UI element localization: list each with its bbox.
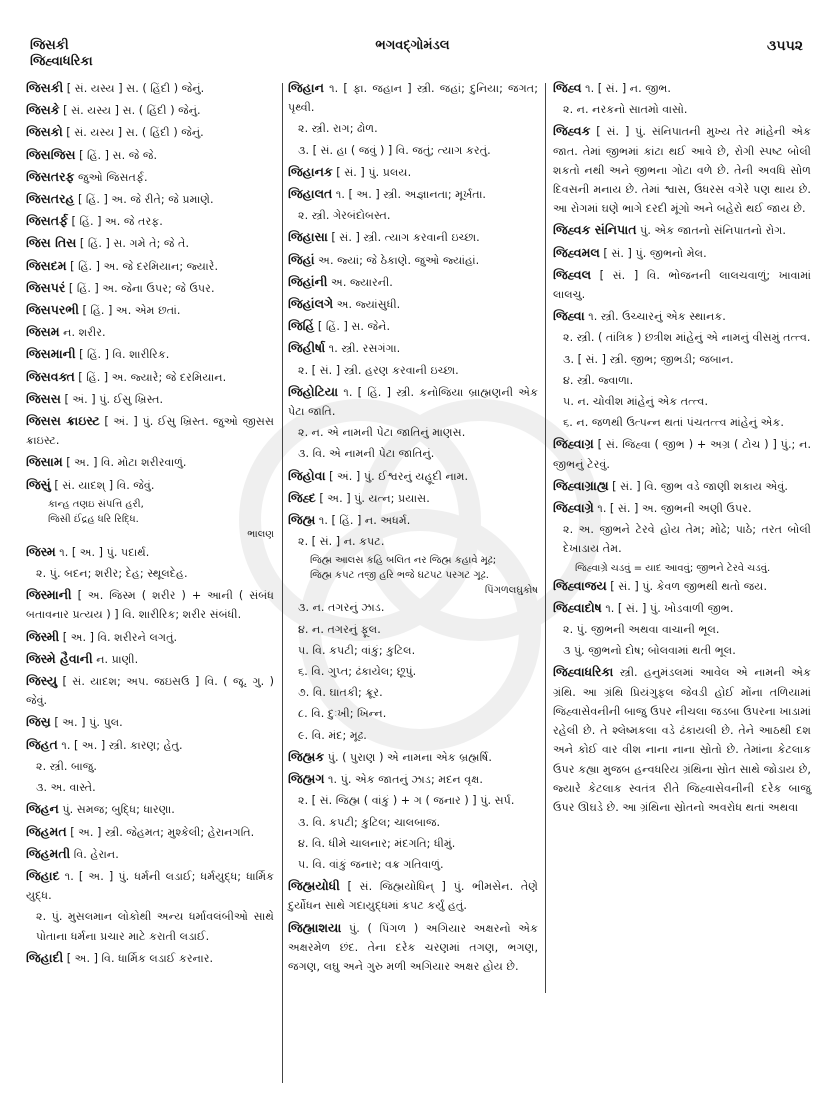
headword: જિહાંલગે [288,296,334,312]
dictionary-entry [26,452,274,472]
dictionary-entry [553,220,811,240]
dictionary-entry [26,78,274,98]
definition: [ અ. ] વિ. શરીરને લગતું. [59,630,178,644]
definition: ૧. [ અ. ] પું. ધર્મની લડાઈ; ધર્મયુદ્ધ; ધાર્મિક યુદ્ધ. [26,869,274,903]
dictionary-entry [26,278,274,298]
sub-sense: ૨. [ સં. ] સ્ત્રી. હરણ કરવાની ઇચ્છા. [298,363,459,377]
headword: જિહ્વાદોષ [553,599,602,615]
column-2 [288,78,538,978]
headword: જિસકે [26,102,60,118]
page-header [0,0,825,70]
headword: જિસદમ [26,257,67,273]
sub-sense: ૩. ન. તગરનું ઝાડ. [298,601,385,615]
definition: અ. જ્યાં; જે ઠેકાણે. જુઓ જ્યાંહાં. [314,253,480,267]
headword: જિહ્દ [288,489,316,505]
definition: ૧. [ ફા. જહાન ] સ્ત્રી. જહાં; દુનિયા; જગત; પૃથ્વી. [288,82,538,115]
dictionary-entry [26,233,274,253]
dictionary-entry [553,576,811,596]
sub-sense: ૪. સ્ત્રી. જ્વાળા. [563,373,634,387]
headword: જિસમ [26,324,60,340]
headword: જિહમતી [26,845,71,861]
dictionary-entry [288,184,538,204]
headword: જિહ્વક [553,123,591,139]
headword: જિહાન [288,80,324,95]
definition: ૧. [ સં. ] અ. જીભની અણી ઉપર. [593,502,752,516]
headword: જિહ્વાગ્રાહ્ય [553,477,609,493]
dictionary-entry [26,866,274,905]
dictionary-entry [26,211,274,231]
headword: જિસવક્ત [26,368,75,384]
dictionary-entry [288,382,538,421]
dictionary-entry [553,306,811,326]
definition: [ અં. ] પું. ઈશ્વરનું યહૂદી નામ. [325,469,469,483]
definition: [ હિં. ] સ. જેને. [314,320,391,334]
sub-sense: ૫. વિ. વાંકું જનાર; વક્ર ગતિવાળું. [298,857,444,871]
definition: [ હિં. ] સ. ગમે તે; જે તે. [76,237,190,251]
headword: જિસસ [26,390,61,406]
headword: જિહત [26,736,58,752]
headword: જિહાલત [288,186,333,202]
sub-sense: ૬. વિ. ગુપ્ત; ઢંકાયેલ; છૂપું. [298,665,417,679]
definition: [ હિં. ] સ. જે જે. [75,148,158,162]
headword: જિહાનક [288,163,333,179]
dictionary-entry [26,189,274,209]
headword: જિસ્યુ [26,673,58,689]
definition: [ સં. યસ્ય ] સ. ( હિંદી ) જેનું. [62,126,204,140]
headword: જિહ્મયોધી [288,878,340,894]
definition: જુઓ જિસતર્ફ. [74,170,148,184]
verse-quote: જિહ્વાગ્રે ચડવું = યાદ આવવું; જીભને ટેરવે ચડવું. [575,562,771,574]
headword: જિસતરફ [26,168,75,184]
guide-word-first: જિસકી [30,38,69,53]
headword: જિસતરહ [26,191,75,207]
headword: જિહ્વાધરિકા [553,664,614,680]
headword: જિસ્ર [26,714,51,730]
dictionary-entry [26,627,274,647]
dictionary-entry [553,243,811,263]
dictionary-entry [288,747,538,767]
sub-sense: ૨. અ. જીભને ટેરવે હોય તેમ; મોઢે; પાઠે; તરત બોલી દેખાડાય તેમ. [563,523,811,556]
dictionary-entry [288,227,538,247]
definition: [ અં. ] પું. ઈસુ ખ્રિસ્ત. [60,392,164,406]
dictionary-entry [553,476,811,496]
headword: જિસ્મ [26,543,56,559]
sub-sense: ૨. સ્ત્રી. ગેરબંદોબસ્ત. [298,209,391,223]
headword: જિહ્વમલ [553,244,600,260]
definition: [ સં. જિહ્મયોધિન્ ] પું. ભીમસેન. તેણે દુર્યોધન સાથે ગદાયુદ્ધમાં કપટ કર્યું હતું. [288,880,538,913]
headword: જિસપરં [26,279,66,295]
dictionary-entry [288,488,538,508]
sub-sense: ૨. પું. બદન; શરીર; દેહ; સ્થૂલદેહ. [36,567,188,581]
verse-quote: જિહ્મ આલસ કહિ બલિત નર જિહ્મ કહાવે મૂઢ; [310,555,497,567]
verse-quote: કાન્હ તણઇ સંપત્તિ હરી, [48,498,144,510]
definition: [ હિં. ] અ. જે દરમિયાન; જ્યારે. [66,259,219,273]
definition: [ સં. ] પું. પ્રલય. [332,165,412,179]
definition: [ સં. યાદશ; અપ. જઇસઉ ] વિ. ( જૂ. ગુ. ) જેવું. [26,675,274,708]
headword: જિહ્વાગ્રે [553,500,594,516]
headword: જિહન [26,801,59,817]
dictionary-entry [26,671,274,710]
definition: અ. જ્યાંસુધી. [333,298,401,312]
definition: [ અ. ] પું. પુલ. [50,716,123,730]
definition: [ સં. ] વિ. જીભ વડે જાણી શકાય એવું. [608,479,788,493]
headword: જિહ્વ [553,80,582,95]
definition: ૧. સ્ત્રી. રસગંગા. [325,342,401,356]
definition: ૧. [ હિં. ] સ્ત્રી. કનોજિયા બ્રાહ્મણની એક પેટા જાતિ. [288,385,538,419]
definition: [ અ. ] પું. યત્ન; પ્રયાસ. [315,491,430,505]
headword: જિસસ ક્રાઇસ્ટ [26,413,100,429]
definition: [ સં. યાદશ્ ] વિ. જેવું. [50,478,155,492]
sub-sense: ૩. [ સં. હા ( જવું ) ] વિ. જતું; ત્યાગ કરતું. [298,143,491,157]
definition: ન. શરીર. [59,326,106,340]
verse-source: પિંગળલઘુકોષ [484,585,538,597]
definition: ૧. [ હિં. ] ન. અધર્મ. [315,514,411,528]
dictionary-entry [26,542,274,562]
dictionary-entry [288,510,538,530]
dictionary-entry [26,256,274,276]
definition: [ હિં. ] અ. જે તરફ. [68,215,163,229]
sub-sense: ૬. ન. જળથી ઉત્પન્ન થતાં પંચતત્ત્વ માંહેનું એક. [563,416,784,430]
headword: જિહ્માશયા [288,919,342,935]
headword: જિહ્વક સંનિપાત [553,222,637,238]
definition: ૧. સ્ત્રી. ઉચ્ચારનું એક સ્થાનક. [584,310,726,324]
headword: જિહિં [288,318,315,334]
definition: પું. સમજ; બુદ્ધિ; ધારણા. [58,803,175,817]
sub-sense: ૨. સ્ત્રી. રાગ; ઢોળ. [298,122,378,136]
definition: ૧. [ સં. ] પું. ખોડવાળી જીભ. [601,601,734,615]
guide-word-last: જિહ્વાધરિકા [30,54,93,69]
definition: [ સં. યસ્ય ] સ. ( હિંદી ) જેનું. [63,82,205,95]
headword: જિસમાની [26,346,76,362]
sub-sense: ૪. વિ. ધીમે ચાલનાર; મંદગતિ; ધીમું. [298,836,456,850]
definition: [ અ. ] સ્ત્રી. જેહમત; મુશ્કેલી; હેરાનગતિ. [66,825,255,839]
headword: જિસકી [26,80,64,95]
definition: [ સં. યસ્ય ] સ. ( હિંદી ) જેનું. [59,104,201,118]
sub-sense: ૨. ન. નરકનો સાતમો વાસો. [563,103,688,117]
definition: [ અ. જિસ્મ ( શરીર ) + આની ( સંબંધ બતાવનાર પ્રત્યય ) ] વિ. શારીરિક; શરીર સંબંધી. [26,589,274,622]
headword: જિહીર્ષા [288,340,326,356]
definition: ૧. પું. એક જાતનું ઝાડ; મદન વૃક્ષ. [324,773,483,787]
definition: [ સં. જિહ્વા ( જીભ ) + અગ્ર ( ટોચ ) ] પું.; ન. જીભનું ટેરવું. [553,438,811,471]
definition: [ સં. ] પું. કેવળ જીભથી થતો જય. [606,579,768,593]
dictionary-entry [553,498,811,518]
headword: જિહાંની [288,273,328,289]
sub-sense: ૨. [ સં. જિહ્મ ( વાંકું ) + ગ ( જનાર ) ] પું. સર્પ. [298,794,515,808]
sub-sense: ૨. ન. એ નામની પેટા જાતિનું માણસ. [298,426,466,440]
sub-sense: ૭. વિ. ઘાતકી; ક્રૂર. [298,686,383,700]
headword: જિહાસા [288,229,328,245]
book-title: ભગવદ્ગોમંડલ [375,38,450,53]
page-number: ૩૫૫૨ [767,38,803,54]
dictionary-entry [26,122,274,142]
dictionary-entry [288,918,538,977]
definition: [ હિં. ] અ. જેના ઉપર; જે ઉપર. [65,281,215,295]
definition: [ હિં. ] વિ. શારીરિક. [75,348,170,362]
dictionary-columns [26,78,811,1078]
headword: જિહ્વલ [553,266,592,282]
verse-quote: જિહ્મ કપટ તજી હરિ ભજે ઘટપટ પરગટ ગૂઢ. [310,570,489,582]
dictionary-entry [288,162,538,182]
definition: ૧. [ સં. ] ન. જીભ. [581,82,671,95]
headword: જિસ્મે હૈવાની [26,650,93,666]
definition: વિ. હેરાન. [70,847,119,861]
definition: [ હિં. ] અ. જે રીતે; જે પ્રમાણે. [74,193,214,207]
dictionary-entry [26,411,274,450]
definition: અ. જ્યારની. [327,275,393,289]
headword: જિસું [26,476,51,492]
dictionary-entry [26,475,274,495]
dictionary-entry [26,649,274,669]
sub-sense: ૩. [ સં. ] સ્ત્રી. જીભ; જીભડી; જબાન. [563,352,734,366]
sub-sense: ૨. સ્ત્રી. ( તાંત્રિક ) છત્રીશ માંહેનું એ નામનું વીસમું તત્ત્વ. [563,331,811,345]
sub-sense: ૫. ન. ચોવીશ માંહેનું એક તત્ત્વ. [563,395,709,409]
headword: જિસ્મી [26,628,60,644]
dictionary-entry [553,598,811,618]
dictionary-entry [288,78,538,117]
dictionary-entry [26,344,274,364]
dictionary-entry [553,265,811,304]
definition: [ સં. ] સ્ત્રી. ત્યાગ કરવાની ઇચ્છા. [327,231,480,245]
headword: જિહાદ [26,867,60,883]
dictionary-entry [553,78,811,98]
sub-sense: ૯. વિ. મંદ; મૂઢ. [298,728,367,742]
definition: ન. પ્રાણી. [92,652,139,666]
headword: જિહ્મક [288,748,325,764]
headword: જિસકો [26,124,63,140]
dictionary-entry [26,799,274,819]
sub-sense: ૨. પું. જીભની અથવા વાચાની ભૂલ. [563,623,720,637]
definition: [ અ. ] વિ. મોટા શરીરવાળું. [62,456,187,470]
headword: જિસામ [26,454,63,470]
dictionary-entry [553,121,811,218]
dictionary-entry [26,712,274,732]
headword: જિસપરભી [26,302,79,318]
sub-sense: ૮. વિ. દુઃખી; ખિન્ન. [298,707,387,721]
definition: પું. એક જાતનો સંનિપાતનો રોગ. [636,224,786,238]
dictionary-entry [288,338,538,358]
sub-sense: ૩. વિ. કપટી; કુટિલ; ચાલબાજ. [298,815,441,829]
sub-sense: ૩ પું. જીભનો દોષ; બોલવામાં થતી ભૂલ. [563,644,736,658]
definition: પું. ( પિંગળ ) અગિયાર અક્ષરનો એક અક્ષરમેળ છંદ. તેના દરેક ચરણમાં તગણ, ભગણ, જગણ, લઘુ અને ગુરુ મળી અગિયાર અક્ષર હોય છે. [288,921,538,973]
definition: ૧. [ અ. ] પું. પદાર્થ. [55,545,150,559]
headword: જિહ્વાગ્ર [553,436,594,452]
headword: જિહ્મગ [288,771,325,787]
sub-sense: ૪. ન. તગરનું ફૂલ. [298,622,381,636]
dictionary-entry [26,389,274,409]
sub-sense: ૩. વિ. એ નામની પેટા જાતિનું. [298,447,435,461]
headword: જિહ્વાજય [553,577,607,593]
headword: જિહ્મ [288,512,316,528]
headword: જિહ્વા [553,308,585,324]
definition: પું. ( પુરાણ ) એ નામના એક બ્રહ્મર્ષિ. [324,750,492,764]
dictionary-entry [26,585,274,624]
dictionary-entry [26,322,274,342]
dictionary-entry [288,876,538,915]
dictionary-entry [288,466,538,486]
definition: સ્ત્રી. હનુમંડલમાં આવેલ એ નામની એક ગ્રંથિ. આ ગ્રંથિ પ્રિયંગુફલ જેવડી હોઈ મોંના તળિયામાં જિહ્વાસેવનીની બાજુ ઉપર નીચલા જડબા ઉપરના ખાડામાં રહેલી છે. તે શ્લેષ્મકલા વડે ઢંકાયલી છે. તેને આઠથી દશ અને કોઈ વાર વીશ નાના નાના સ્રોતો છે. તેમાંના કેટલાક ઉપર કહ્યા મુજબ હન્વધરિય ગ્રંથિના સ્રોત સાથે જોડાય છે, જ્યારે કેટલાક સ્વતંત્ર રીતે જિહ્વાસેવનીની દરેક બાજુ ઉપર ઊઘડે છે. આ ગ્રંથિના સ્રોતનો અવરોધ થતાં અથવા [553,666,811,814]
dictionary-entry [26,844,274,864]
dictionary-entry [26,367,274,387]
definition: [ સં. ] પું. જીભનો મેલ. [599,246,707,260]
headword: જિહાદી [26,949,64,965]
dictionary-entry [26,948,274,968]
definition: [ હિં. ] અ. જ્યારે; જે દરમિયાન. [74,370,227,384]
sub-sense: ૫. વિ. કપટી; વાંકું; કુટિલ. [298,643,416,657]
dictionary-entry [26,100,274,120]
dictionary-entry [288,294,538,314]
definition: [ અ. ] વિ. ધાર્મિક લડાઈ કરનાર. [63,951,214,965]
column-3 [553,78,811,819]
dictionary-entry [553,434,811,473]
sub-sense: ૨. સ્ત્રી. બાજુ. [36,759,97,773]
headword: જિસ્માની [26,587,72,603]
headword: જિહાં [288,251,315,267]
definition: ૧. [ અ. ] સ્ત્રી. અજ્ઞાનતા; મૂર્ખતા. [332,188,486,202]
dictionary-entry [26,145,274,165]
definition: ૧. [ અ. ] સ્ત્રી. કારણ; હેતુ. [57,738,183,752]
dictionary-entry [288,769,538,789]
headword: જિસતર્ફ [26,213,68,229]
dictionary-entry [288,316,538,336]
sub-sense: ૩. અ. વાસ્તે. [36,781,96,795]
dictionary-entry [288,250,538,270]
sub-sense: ૨. પું. મુસલમાન લોકોથી અન્ય ધર્માવલંબીઓ સાથે પોતાના ધર્મના પ્રચાર માટે કરાતી લડાઈ. [36,910,274,943]
headword: જિસજિસ [26,146,76,162]
dictionary-entry [26,300,274,320]
headword: જિસ તિસ [26,235,77,251]
column-1 [26,78,274,970]
verse-source: ભાલણ [247,528,274,540]
headword: જિહોવા [288,467,326,483]
definition: [ હિં. ] અ. એમ છતાં. [78,304,181,318]
headword: જિહોટિયા [288,383,339,399]
dictionary-entry [288,272,538,292]
definition: [ સં. ] વિ. ભોજનની લાલચવાળું; ખાવામાં લાલચુ. [553,268,811,302]
sub-sense: ૨. [ સં. ] ન. કપટ. [298,535,385,549]
dictionary-entry [26,822,274,842]
definition: [ સં. ] પું. સંનિપાતની મુખ્ય તેર માંહેની એક જાત. તેમાં જીભમાં કાંટા થઈ આવે છે, રોગી સ્પષ્ટ બોલી શકતો નથી અને જીભના ગોટા વળે છે. તેની અવધિ સોળ દિવસની મનાય છે. તેમાં શ્વાસ, ઉધરસ વગેરે પણ થાય છે. આ રોગમાં ઘણે ભાગે દરદી મૂંગો અને બહેરો થઈ જાય છે. [553,125,811,216]
definition: [ અં. ] પું. ઈસુ ખ્રિસ્ત. જુઓ જીસસ ક્રાઇસ્ટ. [26,415,275,448]
dictionary-entry [26,735,274,755]
headword: જિહમત [26,823,67,839]
verse-quote: જિસી ઈંદ્રહ ધરિ રિદ્ધિ. [48,513,139,525]
dictionary-entry [553,662,811,817]
dictionary-entry [26,167,274,187]
